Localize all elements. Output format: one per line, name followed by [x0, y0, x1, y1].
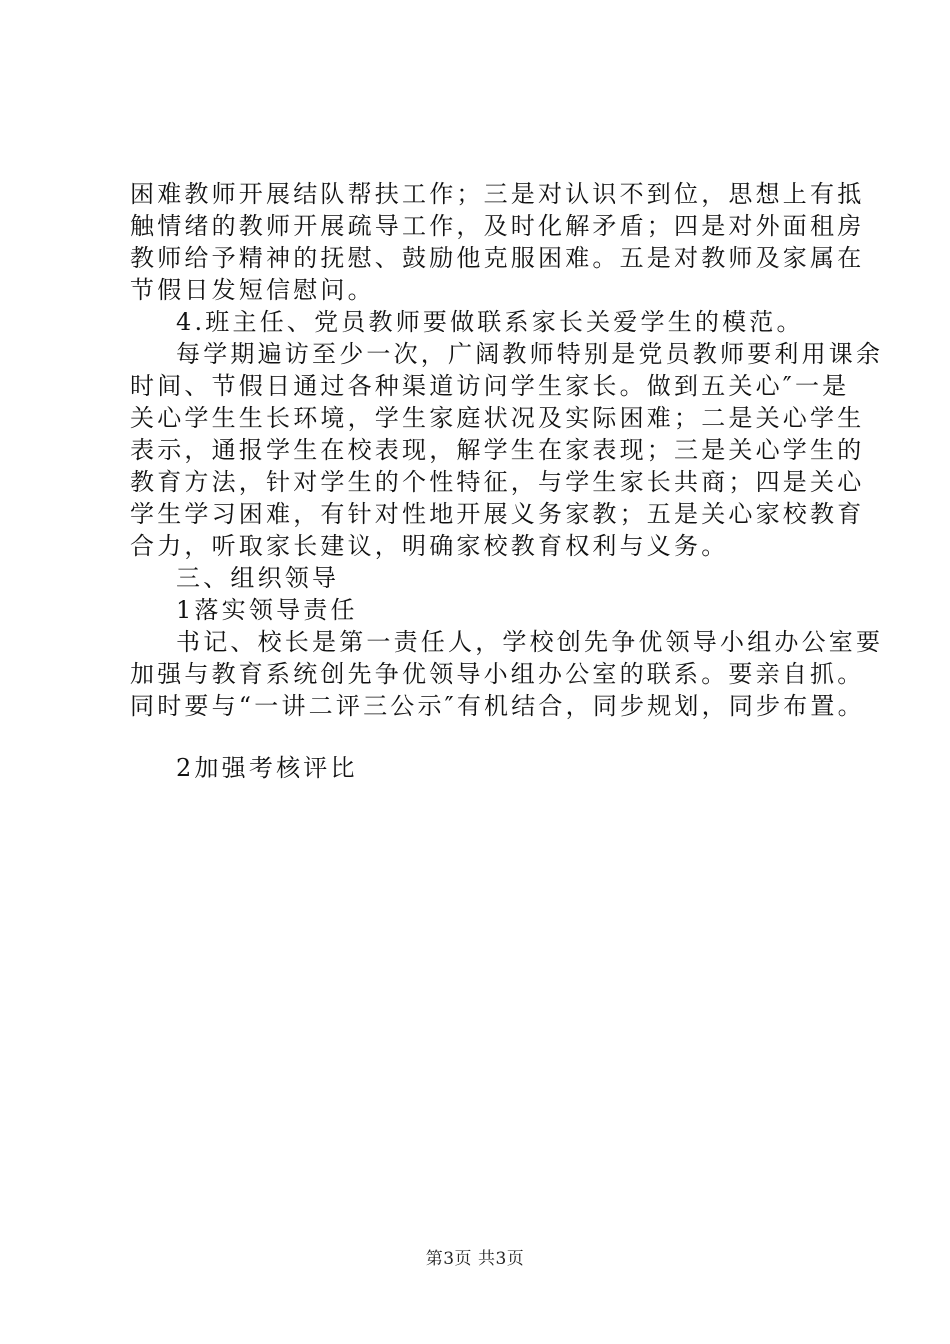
text-line: 书记、校长是第一责任人，学校创先争优领导小组办公室要: [176, 628, 884, 656]
text-line: 节假日发短信慰问。: [130, 276, 375, 304]
text-line: 表示，通报学生在校表现，解学生在家表现；三是关心学生的: [130, 436, 865, 464]
page-footer: 第3页 共3页: [425, 1249, 525, 1269]
text-line: 关心学生生长环境，学生家庭状况及实际困难；二是关心学生: [130, 404, 865, 432]
text-line: 每学期遍访至少一次，广阔教师特别是党员教师要利用课余: [176, 340, 884, 368]
subsection-heading: 1落实领导责任: [176, 596, 358, 624]
text-line: 同时要与“一讲二评三公示″有机结合，同步规划，同步布置。: [130, 692, 865, 720]
text-line: 4.班主任、党员教师要做联系家长关爱学生的模范。: [176, 308, 804, 336]
text-line: 加强与教育系统创先争优领导小组办公室的联系。要亲自抓。: [130, 660, 865, 688]
text-line: 触情绪的教师开展疏导工作，及时化解矛盾；四是对外面租房: [130, 212, 865, 240]
text-line: 困难教师开展结队帮扶工作；三是对认识不到位，思想上有抵: [130, 180, 865, 208]
subsection-heading: 2加强考核评比: [176, 754, 358, 782]
text-line: 学生学习困难，有针对性地开展义务家教；五是关心家校教育: [130, 500, 865, 528]
text-line: 教师给予精神的抚慰、鼓励他克服困难。五是对教师及家属在: [130, 244, 865, 272]
section-heading: 三、组织领导: [176, 564, 340, 592]
text-line: 教育方法，针对学生的个性特征，与学生家长共商；四是关心: [130, 468, 865, 496]
document-body: [130, 178, 884, 784]
text-line: 合力，听取家长建议，明确家校教育权利与义务。: [130, 532, 729, 560]
text-line: 时间、节假日通过各种渠道访问学生家长。做到五关心″一是: [130, 372, 850, 400]
